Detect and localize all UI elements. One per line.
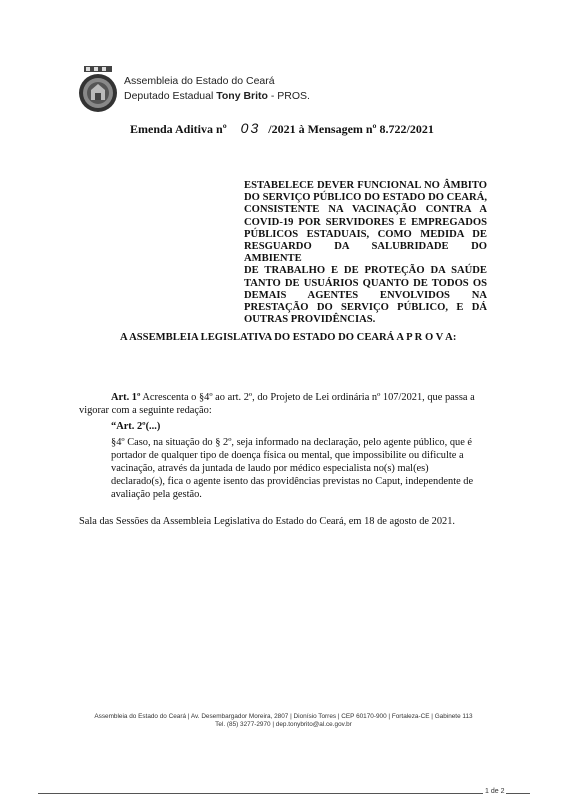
- footer-contact: Tel. (85) 3277-2970 | dep.tonybrito@al.ce.gov.br: [215, 721, 352, 728]
- ementa-line: RESGUARDO DA SALUBRIDADE DO AMBIENTE: [244, 241, 487, 265]
- footer-divider: [38, 793, 530, 794]
- ementa-line: TANTO DE USUÁRIOS QUANTO DE TODOS OS: [244, 277, 487, 289]
- article-2-quote: “Art. 2º(...): [111, 421, 161, 432]
- ementa-line: DEMAIS AGENTES ENVOLVIDOS NA: [244, 289, 487, 301]
- ementa-line: DO SERVIÇO PÚBLICO DO ESTADO DO CEARÁ,: [244, 192, 487, 204]
- session-closing: Sala das Sessões da Assembleia Legislativa do Estado do Ceará, em 18 de agosto de 2021.: [79, 516, 456, 527]
- header-deputy: Deputado Estadual Tony Brito - PROS.: [124, 90, 310, 102]
- assembly-seal-icon: [76, 66, 120, 114]
- ementa-block: [244, 180, 487, 326]
- ementa-line: PRESTAÇÃO DO SERVIÇO PÚBLICO, E DÁ: [244, 302, 487, 314]
- paragraph-4-line: avaliação pela gestão.: [111, 489, 202, 500]
- amendment-number: 03: [240, 120, 261, 136]
- ementa-line: OUTRAS PROVIDÊNCIAS.: [244, 314, 376, 326]
- ementa-line: PÚBLICOS ESTADUAIS, COMO MEDIDA DE: [244, 228, 487, 240]
- article-1-line: vigorar com a seguinte redação:: [79, 405, 212, 416]
- header-institution: Assembleia do Estado do Ceará: [124, 75, 275, 87]
- approval-statement: A ASSEMBLEIA LEGISLATIVA DO ESTADO DO CEARÁ A P R O V A:: [120, 332, 457, 343]
- ementa-line: ESTABELECE DEVER FUNCIONAL NO ÂMBITO: [244, 180, 487, 191]
- ementa-line: DE TRABALHO E DE PROTEÇÃO DA SAÚDE: [244, 265, 487, 277]
- paragraph-4-line: portador de qualquer tipo de doença física ou mental, que impossibilite ou dificulte a: [111, 450, 464, 461]
- paragraph-4-line: §4º Caso, na situação do § 2º, seja informado na declaração, pelo agente público, que é: [111, 437, 473, 448]
- paragraph-4-line: declarado(s), fica o agente isento das providências previstas no Caput, independente de: [111, 476, 474, 487]
- page-number: 1 de 2: [485, 788, 505, 795]
- ementa-line: CONSISTENTE NA VACINAÇÃO CONTRA A: [244, 204, 487, 216]
- ementa-line: COVID-19 POR SERVIDORES E EMPREGADOS: [244, 216, 487, 228]
- paragraph-4-line: vacinação, através da juntada de laudo por médico especialista no(s) mal(es): [111, 463, 429, 474]
- article-1-line: Art. 1º Acrescenta o §4º ao art. 2º, do Projeto de Lei ordinária nº 107/2021, que passa a: [111, 392, 475, 403]
- amendment-title: Emenda Aditiva nº 03 /2021 à Mensagem nº 8.722/2021: [130, 120, 434, 136]
- footer-address: Assembleia do Estado do Ceará | Av. Desembargador Moreira, 2807 | Dionísio Torres | CEP 60170-900 | Fortaleza-CE | Gabinete 113: [94, 713, 473, 720]
